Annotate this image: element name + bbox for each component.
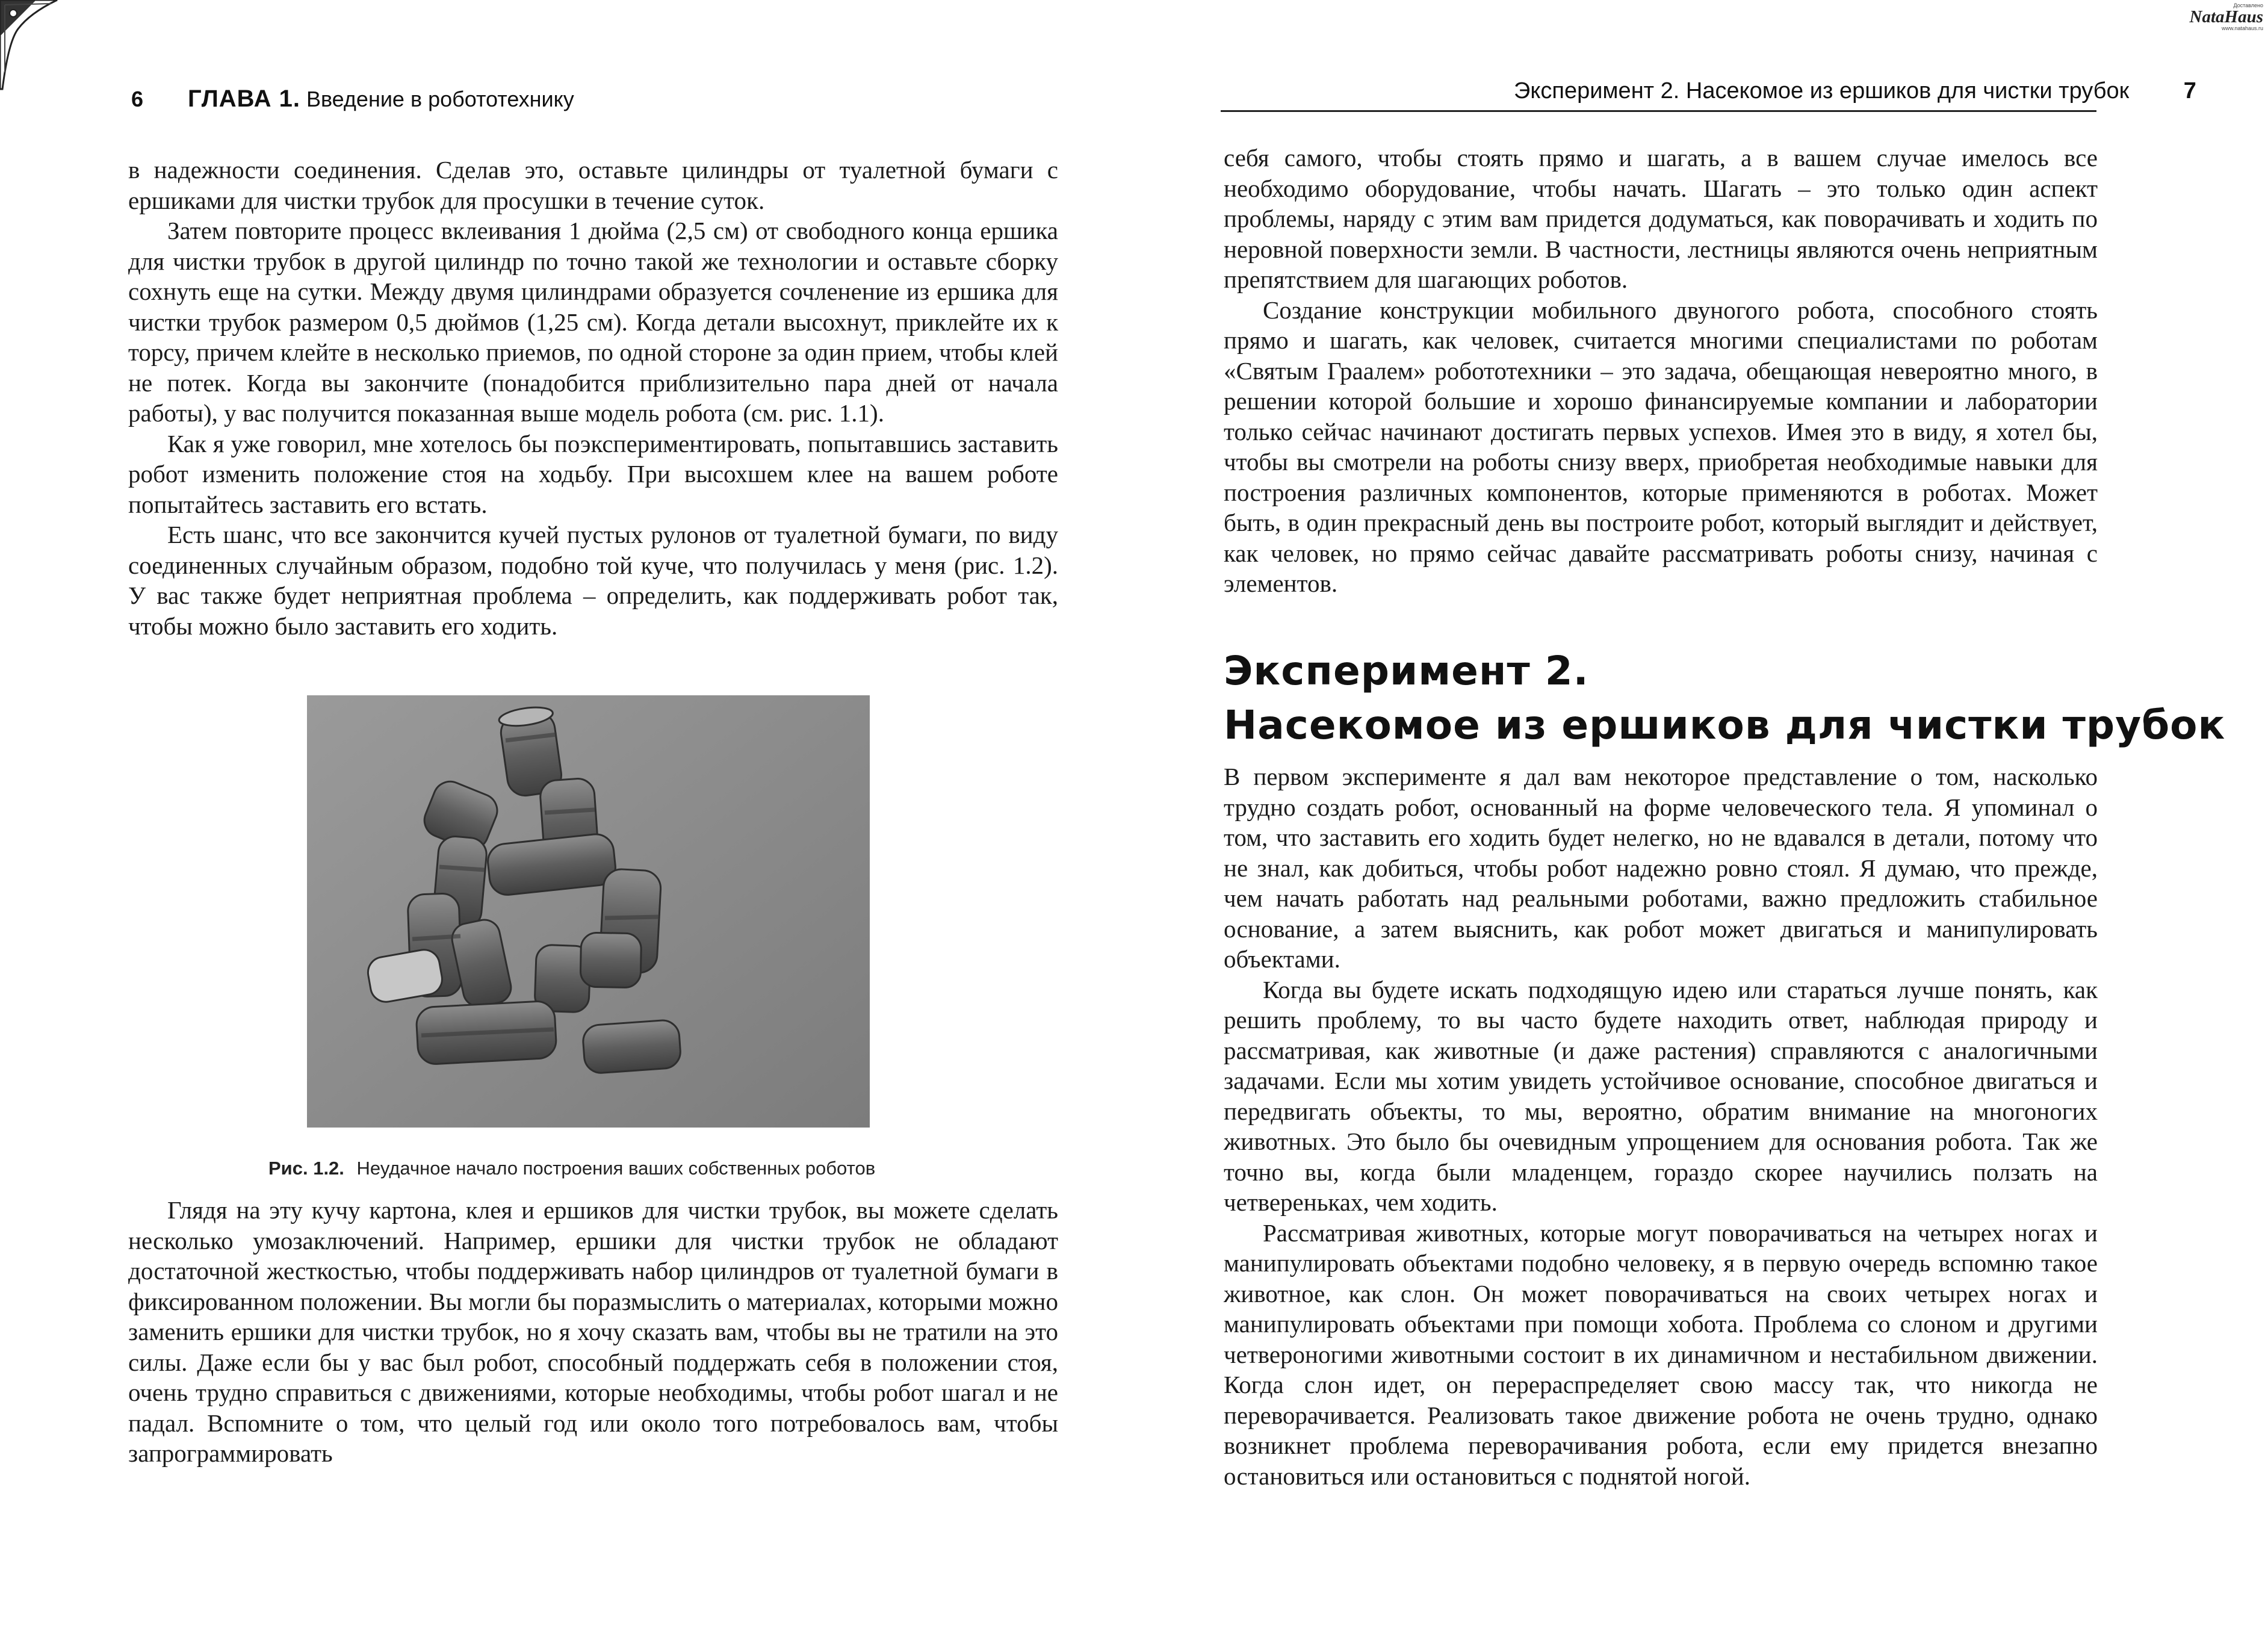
paragraph: Создание конструкции мобильного двуногого робота, способного стоять прямо и шагать, как человек, считается многими специалистами по роботам «Святым Граалем» робототехники – это задача, обещающая невероятно много, в решении которой большие и хорошо финансируемые компании и лаборатории только сейчас начинают достигать первых успехов. Имея это в виду, я хотел бы, чтобы вы смотрели на роботы снизу вверх, приобретая необходимые навыки для построения различных компонентов, которые применяются в роботах. Может быть, в один прекрасный день вы построите робот, который выглядит и действует, как человек, но прямо сейчас давайте рассматривать роботы снизу, начиная с элементов. (1224, 296, 2098, 597)
paragraph: Как я уже говорил, мне хотелось бы поэкспериментировать, попытавшись заставить робот изменить положение стоя на ходьбу. При высохшем клее на вашем роботе попытайтесь заставить его встать. (128, 429, 1058, 518)
paragraph: Глядя на эту кучу картона, клея и ершиков для чистки трубок, вы можете сделать несколько умозаключений. Например, ершики для чистки трубок не обладают достаточной жесткостью, чтобы поддерживать набор цилиндров от туалетной бумаги в фиксированном положении. Вы могли бы поразмыслить о материалах, которыми можно заменить ершики для чистки трубок, но я хочу сказать вам, чтобы вы не тратили на это силы. Даже если бы у вас был робот, способный поддержать себя в положении стоя, очень трудно справиться с движениями, которые необходимы, чтобы робот шагал и не падал. Вспомните о том, что целый год или около того потребовалось вам, чтобы запрограммировать (128, 1196, 1058, 1467)
watermark-top: Доставлено (2233, 2, 2263, 8)
section-title-line-2: Насекомое из ершиков для чистки трубок (1224, 702, 2226, 748)
header-rule (1221, 110, 2096, 112)
paragraph: Затем повторите процесс вклеивания 1 дюйма (2,5 см) от свободного конца ершика для чистки трубок в другой цилиндр по точно такой же технологии и оставьте сборку сохнуть еще на сутки. Между двумя цилиндрами образуется сочленение из ершика для чистки трубок размером 0,5 дюймов (1,25 см). Когда детали высохнут, приклейте их к торсу, причем клейте в несколько приемов, по одной стороне за один прием, чтобы клей не потек. Когда вы закончите (понадобится приблизительно пара дней от начала работы), у вас получится показанная выше модель робота (см. рис. 1.1). (128, 217, 1058, 427)
right-running-header (1514, 78, 2196, 104)
paragraph: В первом эксперименте я дал вам некоторое представление о том, насколько трудно создать робот, основанный на форме человеческого тела. Я упоминал о том, что заставить его ходить будет нелегко, но не вдавался в детали, потому что не знал, как добиться, чтобы робот надежно ровно стоял. Я думаю, что прежде, чем начать работать над реальными роботами, важно предложить стабильное основание, а затем выяснить, как робот может двигаться и манипулировать объектами. (1224, 763, 2098, 973)
section-title (1224, 644, 2225, 752)
figure-caption (268, 1158, 875, 1179)
right-text-top (1224, 143, 2098, 599)
chapter-label: ГЛАВА 1. (188, 85, 300, 112)
right-page-number: 7 (2183, 78, 2196, 104)
left-page-number: 6 (131, 87, 144, 111)
figure-photo-cardboard-rolls (307, 695, 870, 1128)
paragraph: Когда вы будете искать подходящую идею или стараться лучше понять, как решить проблему, то вы часто будете находить ответ, наблюдая природу и рассматривая, как животные (и даже растения) справляются с аналогичными задачами. Если мы хотим увидеть устойчивое основание, способное двигаться и передвигать объекты, то мы, вероятно, обратим внимание на многоногих животных. Это было бы очевидным упрощением для основания робота. Так же точно вы, когда были младенцем, гораздо скорее научились ползать на четвереньках, чем ходить. (1224, 975, 2098, 1216)
figure-caption-text: Неудачное начало построения ваших собственных роботов (356, 1158, 876, 1179)
running-title: Эксперимент 2. Насекомое из ершиков для чистки трубок (1514, 78, 2130, 104)
left-running-header (131, 85, 574, 113)
paragraph: в надежности соединения. Сделав это, оставьте цилиндры от туалетной бумаги с ершиками для чистки трубок для просушки в течение суток. (128, 156, 1058, 214)
paragraph: Рассматривая животных, которые могут поворачиваться на четырех ногах и манипулировать объектами подобно человеку, я в первую очередь вспомню такое животное, как слон. Он может поворачиваться на своих четырех ногах и манипулировать объектами при помощи хобота. Проблема со слоном и другими четвероногими животными состоит в их динамичном и нестабильном движении. Когда слон идет, он перераспределяет свою массу так, что никогда не переворачивается. Реализовать такое движение робота не очень трудно, однако возникнет проблема переворачивания робота, если ему придется внезапно остановиться или остановиться с поднятой ногой. (1224, 1218, 2098, 1490)
watermark-logo: NataHaus (2189, 7, 2263, 26)
watermark-url: www.natahaus.ru (2221, 25, 2263, 31)
left-page (0, 0, 1132, 1632)
chapter-title: Введение в робототехнику (306, 87, 574, 111)
section-title-line-1: Эксперимент 2. (1224, 648, 1589, 694)
right-page (1138, 0, 2268, 1632)
figure-number: Рис. 1.2. (268, 1158, 344, 1179)
left-text-bottom (128, 1195, 1058, 1469)
paragraph: себя самого, чтобы стоять прямо и шагать, а в вашем случае имелось все необходимо оборудование, чтобы начать. Шагать – это только один аспект проблемы, наряду с этим вам придется додуматься, как поворачивать и ходить по неровной поверхности земли. В частности, лестницы являются очень неприятным препятствием для шагающих роботов. (1224, 144, 2098, 293)
right-text-bottom (1224, 762, 2098, 1491)
left-text-top (128, 155, 1058, 641)
paragraph: Есть шанс, что все закончится кучей пустых рулонов от туалетной бумаги, по виду соединенных случайным образом, подобно той куче, что получилась у меня (рис. 1.2). У вас также будет неприятная проблема – определить, как поддерживать робот так, чтобы можно было заставить его ходить. (128, 521, 1058, 640)
